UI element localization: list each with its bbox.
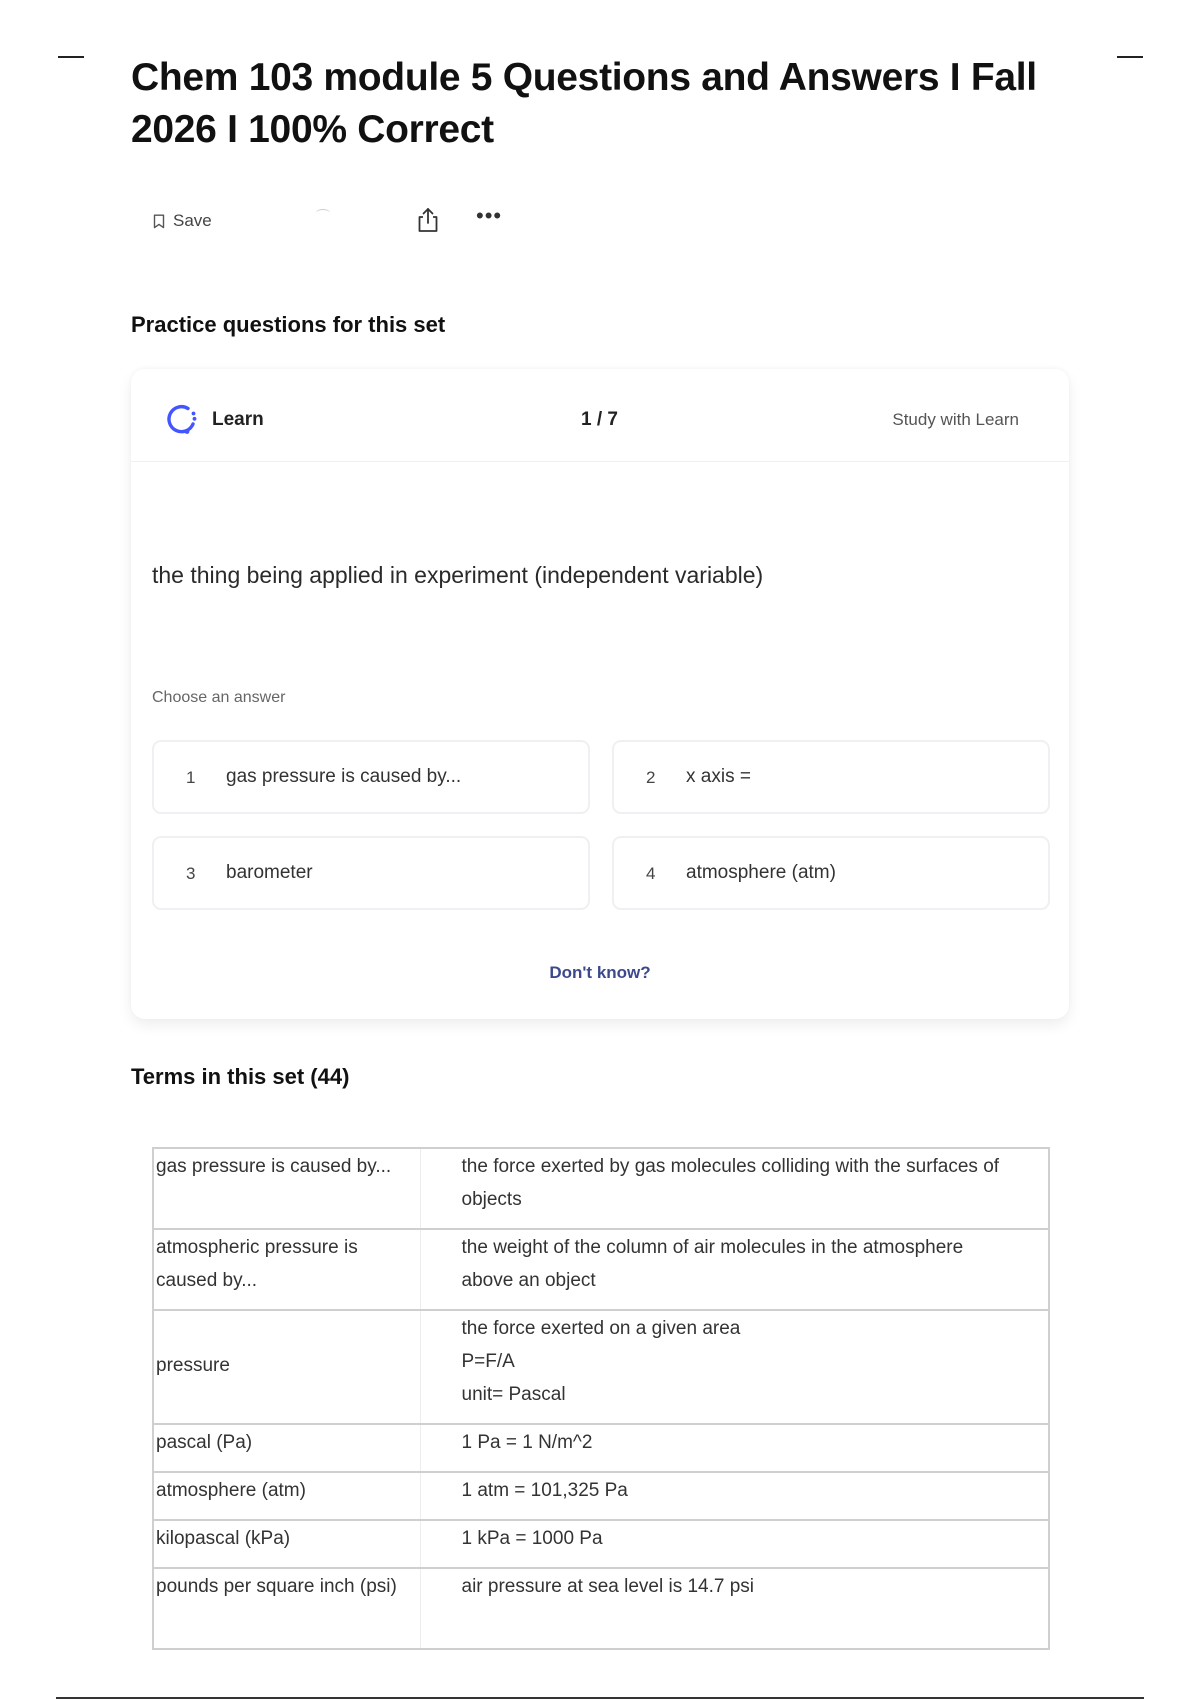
answer-option-number: 4	[646, 864, 656, 883]
table-row	[153, 1310, 1049, 1424]
page-bottom-rule	[56, 1697, 1144, 1699]
study-with-learn-link[interactable]: Study with Learn	[892, 410, 1019, 429]
practice-heading: Practice questions for this set	[131, 312, 446, 337]
choose-answer-label: Choose an answer	[152, 689, 286, 706]
table-row	[153, 1424, 1049, 1472]
answer-option-4[interactable]	[612, 836, 1050, 910]
definition-line: air pressure at sea level is 14.7 psi	[461, 1576, 755, 1597]
definition-cell	[420, 1310, 1049, 1424]
definition-line: the force exerted by gas molecules colliding with the surfaces of objects	[461, 1156, 1000, 1210]
learn-mode-icon	[164, 402, 198, 436]
definition-line: the weight of the column of air molecules in the atmosphere above an object	[461, 1237, 964, 1291]
dont-know-button[interactable]: Don't know?	[549, 963, 651, 982]
table-row	[153, 1148, 1049, 1229]
definition-line: 1 atm = 101,325 Pa	[461, 1480, 628, 1501]
definition-cell	[420, 1472, 1049, 1520]
term-cell: pascal (Pa)	[153, 1424, 420, 1472]
answer-option-text: atmosphere (atm)	[686, 862, 836, 883]
answer-option-text: barometer	[226, 862, 313, 883]
definition-cell	[420, 1148, 1049, 1229]
learn-practice-card	[131, 369, 1069, 1019]
answer-option-1[interactable]	[152, 740, 590, 814]
definition-cell	[420, 1424, 1049, 1472]
answer-option-3[interactable]	[152, 836, 590, 910]
share-icon[interactable]	[416, 206, 440, 234]
more-horizontal-icon[interactable]: •••	[476, 203, 503, 228]
question-prompt: the thing being applied in experiment (independent variable)	[152, 562, 764, 588]
page-title: Chem 103 module 5 Questions and Answers I Fall 2026 I 100% Correct	[131, 56, 1037, 151]
definition-cell	[420, 1568, 1049, 1649]
answer-option-text: gas pressure is caused by...	[226, 766, 462, 787]
save-label: Save	[173, 211, 212, 230]
terms-heading: Terms in this set (44)	[131, 1064, 350, 1089]
table-row	[153, 1520, 1049, 1568]
term-cell: atmosphere (atm)	[153, 1472, 420, 1520]
definition-line: P=F/A	[461, 1351, 515, 1372]
answer-option-2[interactable]	[612, 740, 1050, 814]
definition-cell	[420, 1229, 1049, 1310]
term-cell: kilopascal (kPa)	[153, 1520, 420, 1568]
learn-card-header	[131, 369, 1069, 462]
answer-option-number: 2	[646, 768, 656, 787]
bookmark-icon	[153, 214, 165, 229]
loading-spinner-icon	[316, 209, 330, 217]
definition-line: 1 Pa = 1 N/m^2	[461, 1432, 593, 1453]
term-cell: atmospheric pressure is caused by...	[153, 1229, 420, 1310]
terms-table	[152, 1147, 1050, 1650]
answer-option-number: 1	[186, 768, 196, 787]
page-corner-mark-right	[1117, 56, 1143, 58]
question-progress-counter: 1 / 7	[581, 409, 618, 430]
term-cell: gas pressure is caused by...	[153, 1148, 420, 1229]
definition-cell	[420, 1520, 1049, 1568]
answer-option-text: x axis =	[686, 766, 751, 787]
save-button[interactable]	[153, 205, 212, 237]
table-row	[153, 1568, 1049, 1649]
table-row	[153, 1472, 1049, 1520]
set-toolbar	[153, 205, 553, 237]
definition-line: 1 kPa = 1000 Pa	[461, 1528, 603, 1549]
page-corner-mark-left	[58, 56, 84, 58]
learn-mode-label: Learn	[212, 409, 264, 430]
table-row	[153, 1229, 1049, 1310]
answer-option-number: 3	[186, 864, 196, 883]
definition-line: the force exerted on a given area	[461, 1318, 741, 1339]
term-cell: pressure	[153, 1310, 420, 1424]
term-cell: pounds per square inch (psi)	[153, 1568, 420, 1649]
definition-line: unit= Pascal	[461, 1384, 566, 1405]
